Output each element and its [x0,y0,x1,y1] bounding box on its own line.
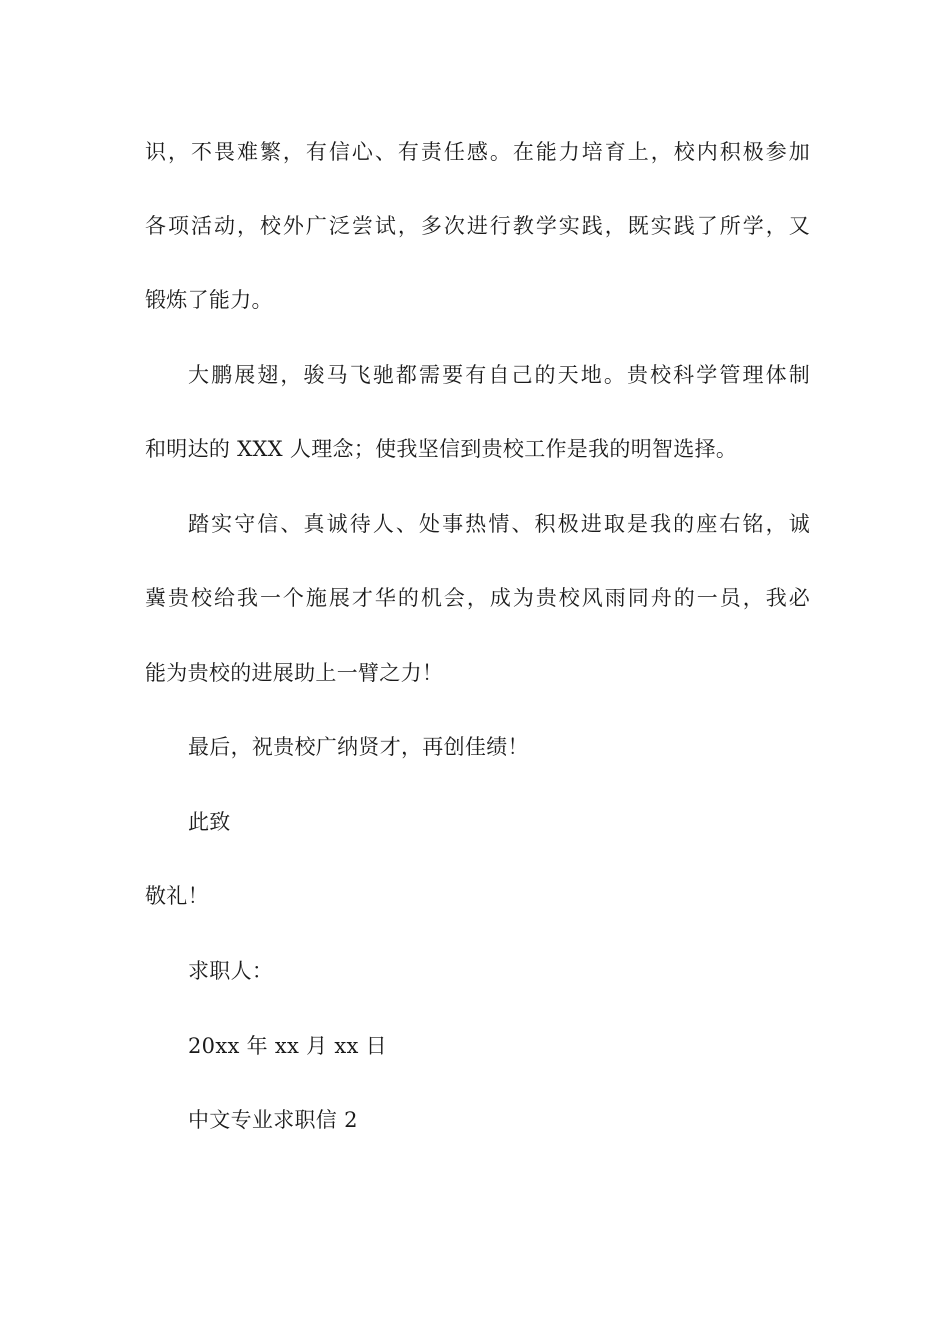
closing-wish: 最后，祝贵校广纳贤才，再创佳绩！ [188,735,529,759]
salutation-close: 敬礼！ [145,884,209,908]
paragraph-line: 大鹏展翅，骏马飞驰都需要有自己的天地。贵校科学管理体制 [188,363,810,387]
date-line: 20xx 年 xx 月 xx 日 [188,1034,387,1058]
paragraph-line: 各项活动，校外广泛尝试，多次进行教学实践，既实践了所学，又 [145,214,810,238]
paragraph-line: 锻炼了能力。 [145,288,273,312]
section-title: 中文专业求职信 2 [188,1108,358,1132]
paragraph-line: 和明达的 XXX 人理念；使我坚信到贵校工作是我的明智选择。 [145,437,738,461]
paragraph-line: 冀贵校给我一个施展才华的机会，成为贵校风雨同舟的一员，我必 [145,586,810,610]
paragraph-line: 识，不畏难繁，有信心、有责任感。在能力培育上，校内积极参加 [145,140,810,164]
paragraph-line: 踏实守信、真诚待人、处事热情、积极进取是我的座右铭，诚 [188,512,810,536]
paragraph-line: 能为贵校的进展助上一臂之力！ [145,661,444,685]
applicant-label: 求职人： [188,959,274,983]
salutation-line: 此致 [188,810,231,834]
